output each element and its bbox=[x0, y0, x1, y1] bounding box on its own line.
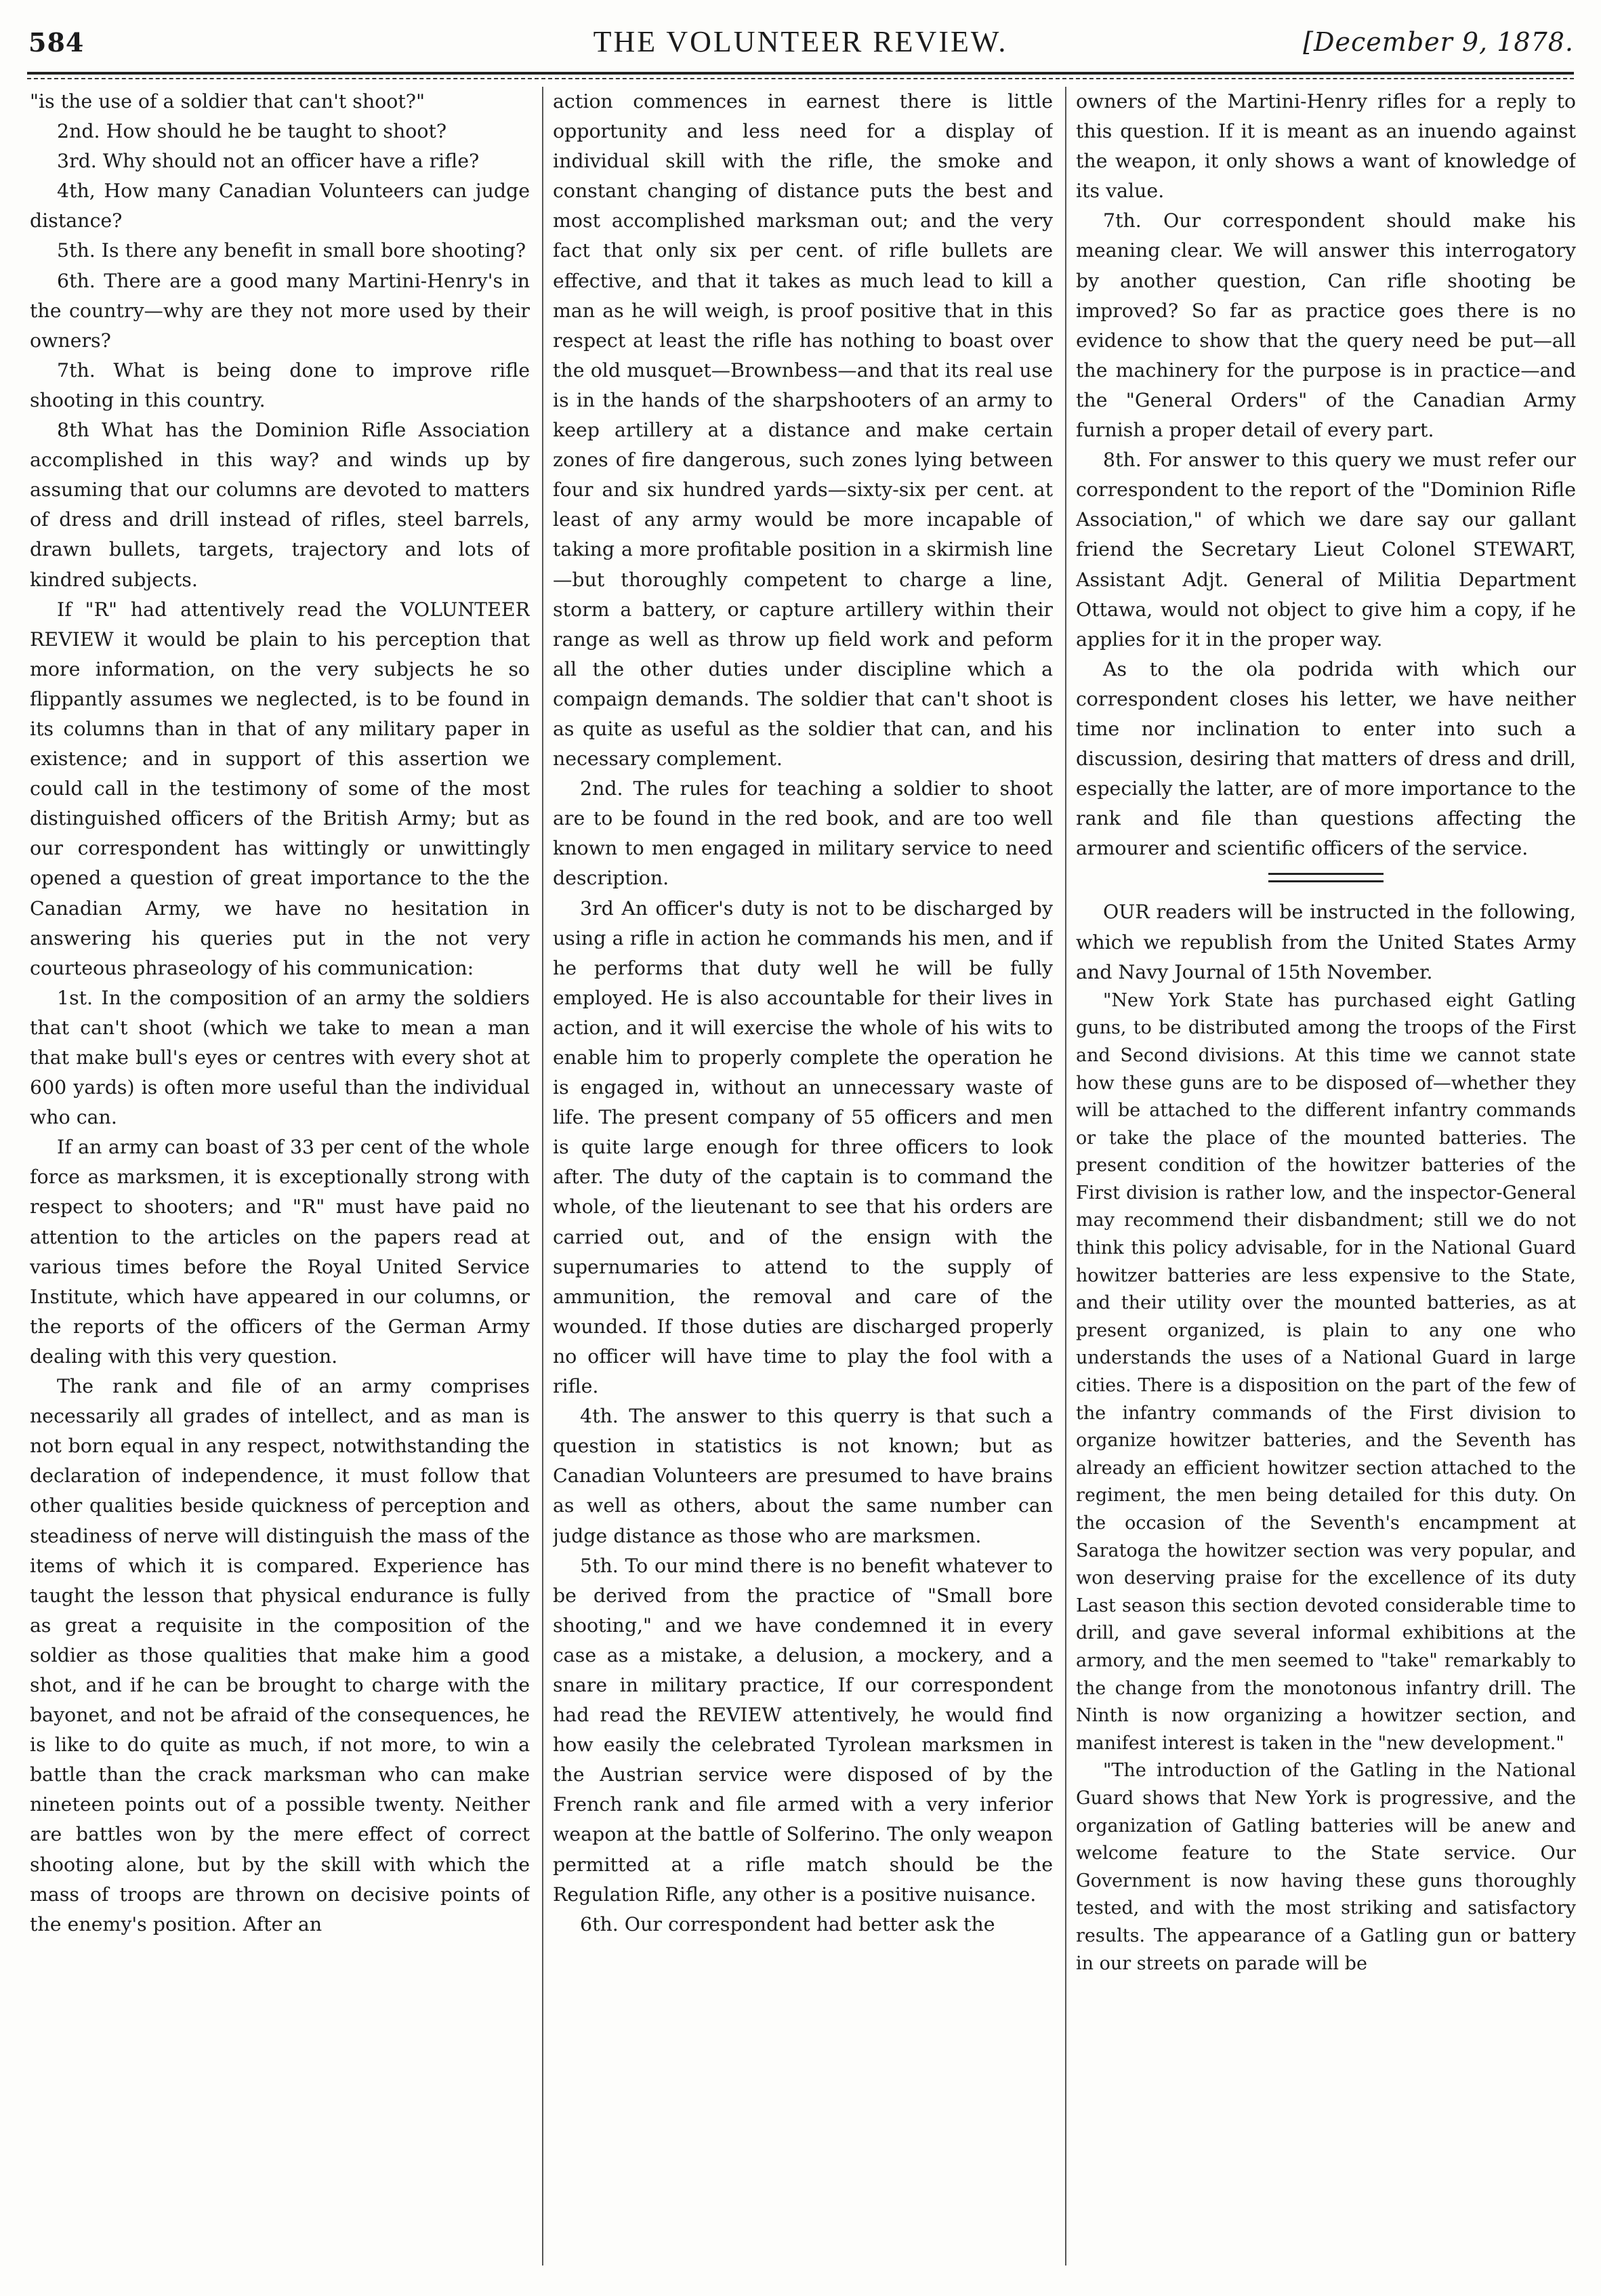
paragraph: 5th. Is there any benefit in small bore shooting? bbox=[57, 239, 526, 262]
paragraph: 3rd An officer's duty is not to be discharged by using a rifle in action he commands his men, and if he performs that duty well he will be fully employed. He is also accountable for their lives in action, and it will exercise the whole of his wits to enable him to properly complete the operation he is engaged in, without an unnecessary waste of life. The present company of 55 officers and men is quite large enough for three officers to look after. The duty of the captain is to command the whole, of the lieutenant to see that his orders are carried out, and of the ensign with the supernumaries to attend to the supply of ammunition, the removal and care of the wounded. If those duties are discharged properly no officer will have time to play the fool with a rifle. bbox=[553, 897, 1053, 1398]
paragraph: "The introduction of the Gatling in the National Guard shows that New York is progressive, and the organization of Gatling batteries will be anew and welcome feature to the State service. Our Government is now having these guns thoroughly tested, and with the most striking and satisfactory results. The appearance of a Gatling gun or battery in our streets on parade will be bbox=[1076, 1760, 1576, 1974]
paragraph: 2nd. How should he be taught to shoot? bbox=[57, 120, 447, 143]
paragraph: "New York State has purchased eight Gatling guns, to be distributed among the troops of the First and Second divisions. At this time we cannot state how these guns are to be disposed of—whether they will be attached to the different infantry commands or take the place of the mounted batteries. The present condition of the howitzer batteries of the First division is rather low, and the inspector-General may recommend their disbandment; still we do not think this policy advisable, for in the National Guard howitzer batteries are less expensive to the State, and their utility over the mounted batteries, as at present organized, is plain to any one who understands the uses of a National Guard in large cities. There is a disposition on the part of the few of the infantry commands of the First division to organize howitzer batteries, and the Seventh has already an efficient howitzer section attached to the regiment, the men being detailed for this duty. On the occasion of the Seventh's encampment at Saratoga the howitzer section was very popular, and won deserving praise for the excellence of its duty Last season this section devoted considerable time to drill, and gave several informal exhibitions at the armory, and the men seemed to "take" remarkably to the change from the monotonous infantry drill. The Ninth is now organizing a howitzer section, and manifest interest is taken in the "new development." bbox=[1076, 989, 1576, 1754]
paragraph: "is the use of a soldier that can't shoot?" bbox=[30, 90, 425, 112]
column-2 bbox=[553, 87, 1053, 2266]
page-header bbox=[27, 18, 1574, 65]
paragraph: 7th. What is being done to improve rifle shooting in this country. bbox=[30, 358, 530, 411]
header-dashed-rule bbox=[27, 78, 1574, 79]
quoted-article bbox=[1076, 987, 1576, 1977]
paragraph: If an army can boast of 33 per cent of the whole force as marksmen, it is exceptionally strong with respect to shooters; and "R" must have paid no attention to the articles on the papers read at various times before the Royal United Service Institute, which have appeared in our columns, or the reports of the officers of the German Army dealing with this very question. bbox=[30, 1136, 530, 1368]
column-1 bbox=[30, 87, 530, 2266]
paragraph: The rank and file of an army comprises necessarily all grades of intellect, and as man is not born equal in any respect, notwithstanding the declaration of independence, it must follow that other qualities beside quickness of perception and steadiness of nerve will distinguish the mass of the items of which it is compared. Experience has taught the lesson that physical endurance is fully as great a requisite in the composition of the soldier as those qualities that make him a good shot, and if he can be brought to charge with the bayonet, and not be afraid of the consequences, he is like to do quite as much, if not more, to win a battle than the crack marksman who can make nineteen points out of a possible twenty. Neither are battles won by the mere effect of correct shooting alone, but by the skill with which the mass of troops are thrown on decisive points of the enemy's position. After an bbox=[30, 1375, 530, 1935]
column-divider bbox=[1065, 87, 1066, 2266]
masthead-title: THE VOLUNTEER REVIEW. bbox=[593, 25, 1008, 58]
paragraph: 3rd. Why should not an officer have a rifle? bbox=[57, 150, 480, 173]
paragraph: owners of the Martini-Henry rifles for a reply to this question. If it is meant as an inuendo against the weapon, it only shows a want of knowledge of its value. bbox=[1076, 90, 1576, 203]
paragraph: 6th. There are a good many Martini-Henry's in the country—why are they not more used by their owners? bbox=[30, 269, 530, 352]
paragraph: As to the ola podrida with which our correspondent closes his letter, we have neither time nor inclination to enter into such a discussion, desiring that matters of dress and drill, especially the latter, are of more importance to the rank and file than questions affecting the armourer and scientific officers of the service. bbox=[1076, 657, 1576, 860]
paragraph: 1st. In the composition of an army the soldiers that can't shoot (which we take to mean a man that make bull's eyes or centres with every shot at 600 yards) is often more useful than the individual who can. bbox=[30, 986, 530, 1129]
paragraph: 8th. For answer to this query we must refer our correspondent to the report of the "Dominion Rifle Association," of which we dare say our gallant friend the Secretary Lieut Colonel STEWART, Assistant Adjt. General of Militia Department Ottawa, would not object to give him a copy, if he applies for it in the proper way. bbox=[1076, 449, 1576, 651]
paragraph: OUR readers will be instructed in the following, which we republish from the United States Army and Navy Journal of 15th November. bbox=[1076, 901, 1576, 983]
paragraph: 4th, How many Canadian Volunteers can judge distance? bbox=[30, 180, 530, 232]
newspaper-page bbox=[27, 0, 1574, 2296]
section-separator bbox=[1268, 873, 1384, 882]
column-divider bbox=[542, 87, 543, 2266]
paragraph: 6th. Our correspondent had better ask the bbox=[580, 1912, 995, 1935]
paragraph: 5th. To our mind there is no benefit whatever to be derived from the practice of "Small bore shooting," and we have condemned it in every case as a mistake, a delusion, a mockery, and a snare in military practice, If our correspondent had read the REVIEW attentively, he would find how easily the celebrated Tyrolean marksmen in the Austrian service were disposed of by the French rank and file armed with a very inferior weapon at the battle of Solferino. The only weapon permitted at a rifle match should be the Regulation Rifle, any other is a positive nuisance. bbox=[553, 1554, 1053, 1906]
column-3 bbox=[1076, 87, 1576, 2266]
paragraph: action commences in earnest there is little opportunity and less need for a display of individual skill with the rifle, the smoke and constant changing of distance puts the best and most accomplished marksman out; and the very fact that only six per cent. of rifle bullets are effective, and that it takes as much lead to kill a man as he will weigh, is proof positive that in this respect at least the rifle has nothing to boast over the old musquet—Brownbess—and that its real use is in the hands of the sharpshooters of an army to keep artillery at a distance and make certain zones of fire dangerous, such zones lying between four and six hundred yards—sixty-six per cent. at least of any army would be more incapable of taking a more profitable position in a skirmish line—but thoroughly competent to charge a line, storm a battery, or capture artillery within their range as well as throw up field work and peform all the other duties under discipline which a compaign demands. The soldier that can't shoot is as quite as useful as the soldier that can, and his necessary complement. bbox=[553, 90, 1053, 771]
header-rule bbox=[27, 72, 1574, 75]
issue-date: [December 9, 1878. bbox=[1303, 27, 1574, 57]
page-number: 584 bbox=[28, 27, 85, 58]
paragraph: 7th. Our correspondent should make his meaning clear. We will answer this interrogatory by another question, Can rifle shooting be improved? So far as practice goes there is no evidence to show that the query need be put—all the machinery for the purpose is in practice—and the "General Orders" of the Canadian Army furnish a proper detail of every part. bbox=[1076, 209, 1576, 442]
paragraph: If "R" had attentively read the VOLUNTEER REVIEW it would be plain to his perception that more information, on the very subjects he so flippantly assumes we neglected, is to be found in its columns than in that of any military paper in existence; and in support of this assertion we could call in the testimony of some of the most distinguished officers of the British Army; but as our correspondent has wittingly or unwittingly opened a question of great importance to the the Canadian Army, we have no hesitation in answering his queries put in the not very courteous phraseology of his communication: bbox=[30, 598, 530, 979]
paragraph: 4th. The answer to this querry is that such a question in statistics is not known; but as Canadian Volunteers are presumed to have brains as well as others, about the same number can judge distance as those who are marksmen. bbox=[553, 1405, 1053, 1547]
paragraph: 8th What has the Dominion Rifle Association accomplished in this way? and winds up by assuming that our columns are devoted to matters of dress and drill instead of rifles, steel barrels, drawn bullets, targets, trajectory and lots of kindred subjects. bbox=[30, 419, 530, 591]
paragraph: 2nd. The rules for teaching a soldier to shoot are to be found in the red book, and are too well known to men engaged in military service to need description. bbox=[553, 777, 1053, 890]
